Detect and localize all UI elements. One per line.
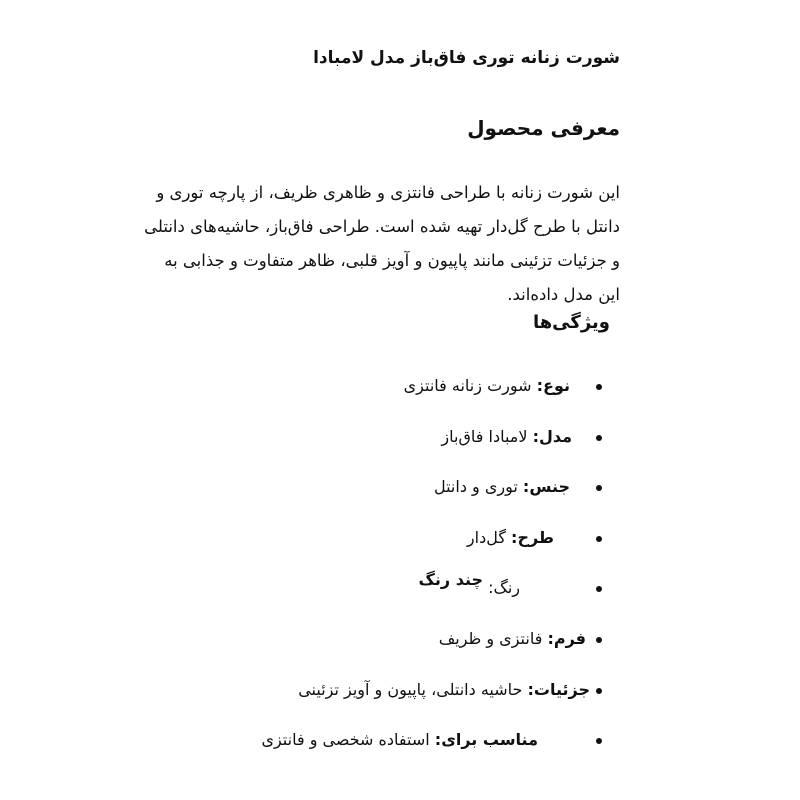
- feature-label: جزئیات:: [527, 679, 590, 699]
- feature-value: توری و دانتل: [433, 477, 518, 497]
- feature-value: استفاده شخصی و فانتزی: [261, 730, 430, 750]
- feature-label: مناسب برای:: [434, 730, 538, 750]
- feature-value: فانتزی و ظریف: [438, 628, 543, 648]
- feature-item-pattern: [0, 522, 800, 573]
- bullet-icon: [596, 384, 602, 390]
- bullet-icon: [596, 536, 602, 542]
- feature-value: شورت زنانه فانتزی: [403, 376, 532, 395]
- feature-item-color: [0, 572, 800, 623]
- feature-value: لامبادا فاق‌باز: [441, 426, 528, 446]
- feature-label: فرم:: [547, 628, 586, 648]
- feature-item-material: [0, 471, 800, 522]
- bullet-icon: [596, 435, 602, 441]
- bullet-icon: [596, 485, 602, 491]
- feature-item-type: [0, 370, 800, 421]
- feature-value: حاشیه دانتلی، پاپیون و آویز تزئینی: [298, 679, 523, 699]
- feature-item-suitable-for: [0, 724, 800, 775]
- features-heading: ویژگی‌ها: [532, 312, 610, 333]
- product-title: شورت زنانه توری فاق‌باز مدل لامبادا: [313, 48, 620, 68]
- bullet-icon: [596, 738, 602, 744]
- feature-label: جنس:: [522, 477, 570, 497]
- feature-item-details: [0, 674, 800, 725]
- bullet-icon: [596, 637, 602, 643]
- bullet-icon: [596, 688, 602, 694]
- feature-value: چند رنگ: [418, 570, 484, 590]
- feature-value: گل‌دار: [466, 527, 506, 547]
- feature-label: مدل:: [532, 426, 572, 446]
- feature-label: نوع:: [536, 376, 570, 395]
- intro-paragraph: این شورت زنانه با طراحی فانتزی و ظاهری ظریف، از پارچه توری و دانتل با طرح گل‌دار تهیه شده است. طراحی فاق‌باز، حاشیه‌های دانتلی و جزئیات تزئینی مانند پاپیون و آویز قلبی، ظاهر متفاوت و جذابی به این مدل داده‌اند.: [144, 183, 620, 304]
- feature-item-form: [0, 623, 800, 674]
- feature-label: رنگ:: [488, 578, 520, 598]
- features-list: [0, 370, 800, 775]
- intro-heading: معرفی محصول: [467, 116, 620, 140]
- bullet-icon: [596, 586, 602, 592]
- feature-label: طرح:: [511, 527, 554, 547]
- feature-item-model: [0, 421, 800, 472]
